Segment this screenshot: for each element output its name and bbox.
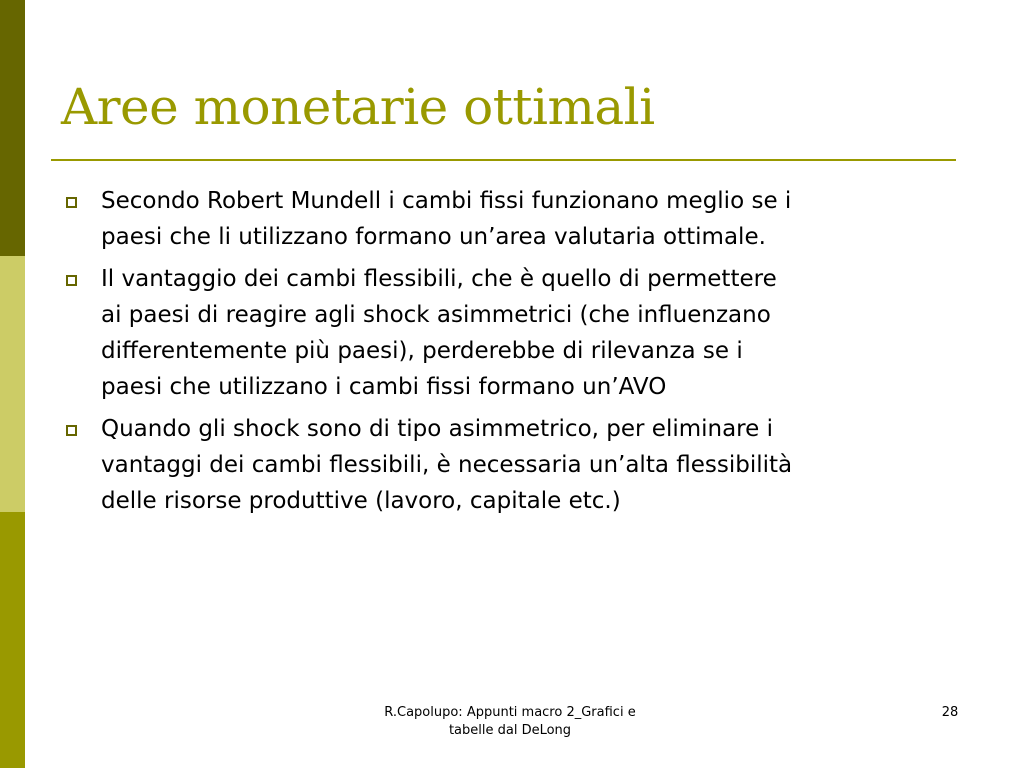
side-bar-light-segment: [0, 256, 25, 512]
title-underline: [51, 159, 956, 161]
bullet-item: [58, 411, 968, 519]
side-decoration-bar: [0, 0, 25, 768]
square-bullet-icon: [66, 197, 77, 208]
slide-title: Aree monetarie ottimali: [61, 78, 655, 136]
side-bar-olive-segment: [0, 512, 25, 768]
page-number: 28: [941, 705, 959, 720]
bullet-text: Il vantaggio dei cambi flessibili, che è quello di permettere ai paesi di reagire agli shock asimmetrici (che influenzano differentemente più paesi), perderebbe di rilevanza se i paesi che utilizzano i cambi fissi formano un’AVO: [101, 266, 777, 400]
bullet-text: Quando gli shock sono di tipo asimmetrico, per eliminare i vantaggi dei cambi flessibili, è necessaria un’alta flessibilità delle risorse produttive (lavoro, capitale etc.): [101, 416, 793, 514]
bullet-item: [58, 183, 968, 255]
bullet-item: [58, 261, 968, 405]
slide-footer: R.Capolupo: Appunti macro 2_Grafici e tabelle dal DeLong: [384, 705, 636, 738]
bullet-list: [58, 183, 968, 525]
square-bullet-icon: [66, 275, 77, 286]
bullet-text: Secondo Robert Mundell i cambi fissi funzionano meglio se i paesi che li utilizzano formano un’area valutaria ottimale.: [101, 188, 792, 250]
square-bullet-icon: [66, 425, 77, 436]
side-bar-dark-segment: [0, 0, 25, 256]
